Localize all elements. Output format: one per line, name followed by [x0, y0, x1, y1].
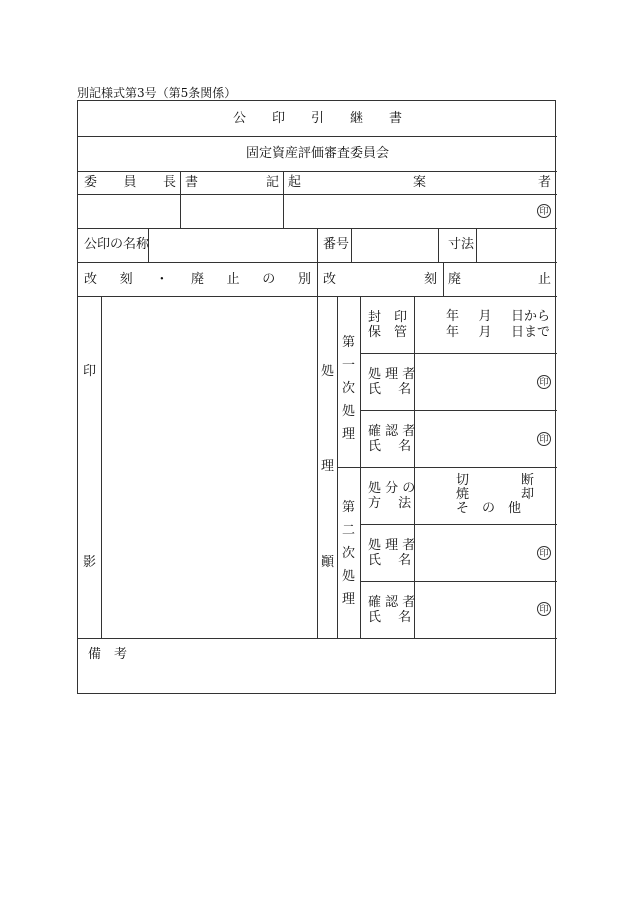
chairman-sign-cell[interactable]: [79, 195, 179, 227]
burn-option[interactable]: 焼 却: [456, 487, 535, 502]
secretary-header: [185, 176, 279, 190]
number-label: 番号: [323, 237, 350, 252]
remarks-label: 備 考: [88, 647, 128, 662]
line: 確 認 者: [368, 595, 416, 610]
seal-stamp-icon: 印: [537, 375, 551, 389]
seal-name-field[interactable]: [149, 229, 316, 261]
cut-option[interactable]: 切 断: [456, 473, 535, 488]
size-field[interactable]: [477, 229, 556, 261]
drafter-header: [288, 176, 551, 190]
char: の: [262, 272, 276, 287]
seal-stamp-icon: 印: [537, 546, 551, 560]
impression-label-top: 印: [83, 364, 97, 379]
divider: [78, 638, 557, 639]
second-handler-label: [368, 538, 415, 568]
char: 者: [537, 175, 551, 190]
char: 理: [342, 592, 356, 607]
secretary-sign-cell[interactable]: [181, 195, 282, 227]
form-title: 公 印 引 継 書: [232, 111, 402, 126]
char: 止: [226, 272, 240, 287]
month-label: 月: [478, 309, 492, 324]
impression-area[interactable]: [102, 297, 316, 637]
char: ・: [155, 272, 169, 287]
number-field[interactable]: [352, 229, 437, 261]
divider: [438, 228, 439, 262]
divider: [317, 296, 318, 638]
line: 方 法: [368, 496, 412, 511]
first-handler-field[interactable]: [415, 354, 556, 409]
char: 理: [342, 427, 356, 442]
seal-stamp-icon: 印: [537, 204, 551, 218]
line: 氏 名: [368, 382, 412, 397]
size-label: 寸法: [448, 237, 475, 252]
char: 廃: [448, 272, 462, 287]
divider: [360, 296, 361, 638]
char: 廃: [190, 272, 204, 287]
divider: [78, 136, 557, 137]
line: 処 理 者: [368, 538, 416, 553]
haishi-option[interactable]: [448, 273, 551, 287]
char: 処: [342, 404, 356, 419]
first-processing-label: [342, 331, 355, 446]
line: 処 理 者: [368, 367, 416, 382]
drafter-sign-cell[interactable]: [284, 195, 556, 227]
divider: [317, 228, 318, 296]
day-to-label: 日まで: [510, 325, 550, 340]
form-number-label: 別記様式第3号（第5条関係）: [77, 86, 237, 100]
first-handler-label: [368, 367, 415, 397]
line: 封 印: [368, 310, 408, 325]
kaikoku-option[interactable]: [323, 273, 437, 287]
char: 記: [265, 175, 279, 190]
line: 確 認 者: [368, 424, 416, 439]
year-label: 年: [446, 325, 460, 340]
char: 止: [537, 272, 551, 287]
char: 二: [342, 523, 356, 538]
line: 保 管: [368, 325, 408, 340]
line: 氏 名: [368, 553, 412, 568]
year-label: 年: [446, 309, 460, 324]
char: 第: [342, 500, 356, 515]
char: 一: [342, 358, 356, 373]
first-confirmer-field[interactable]: [415, 411, 556, 466]
remarks-field[interactable]: [79, 666, 556, 694]
char: 処: [342, 569, 356, 584]
seal-name-label: 公印の名称: [84, 237, 150, 252]
char: 起: [288, 175, 302, 190]
impression-label-bottom: 影: [83, 555, 97, 570]
disposal-method-label: [368, 481, 415, 511]
char: 刻: [423, 272, 437, 287]
char: 改: [84, 272, 98, 287]
first-confirmer-label: [368, 424, 415, 454]
processing-label-1: 処: [321, 364, 335, 379]
distinction-label: [84, 273, 311, 287]
seal-stamp-icon: 印: [537, 602, 551, 616]
divider: [337, 467, 557, 468]
month-label: 月: [478, 325, 492, 340]
char: 第: [342, 335, 356, 350]
line: 氏 名: [368, 439, 412, 454]
char: 書: [185, 175, 199, 190]
second-handler-field[interactable]: [415, 525, 556, 580]
other-option[interactable]: そ の 他: [456, 501, 522, 516]
char: 改: [323, 272, 337, 287]
processing-label-2: 理: [321, 459, 335, 474]
char: 長: [162, 175, 176, 190]
char: 委: [84, 175, 98, 190]
second-processing-label: [342, 496, 355, 611]
char: 別: [297, 272, 311, 287]
char: 次: [342, 381, 356, 396]
line: 処 分 の: [368, 481, 416, 496]
chairman-header: [84, 176, 176, 190]
date-from[interactable]: [446, 310, 550, 324]
line: 氏 名: [368, 610, 412, 625]
committee-name: 固定資産評価審査委員会: [245, 146, 389, 161]
char: 員: [123, 175, 137, 190]
day-from-label: 日から: [510, 309, 550, 324]
char: 次: [342, 546, 356, 561]
processing-label-3: 顚: [321, 555, 335, 570]
disposal-options: [456, 474, 534, 516]
divider: [78, 171, 557, 172]
date-to[interactable]: [446, 326, 550, 340]
divider: [443, 262, 444, 296]
second-confirmer-field[interactable]: [415, 582, 556, 637]
second-confirmer-label: [368, 595, 415, 625]
seal-handover-form: [77, 100, 556, 694]
char: 案: [412, 175, 426, 190]
divider: [337, 296, 338, 638]
seal-custody-label: [368, 310, 407, 340]
seal-stamp-icon: 印: [537, 432, 551, 446]
char: 刻: [119, 272, 133, 287]
